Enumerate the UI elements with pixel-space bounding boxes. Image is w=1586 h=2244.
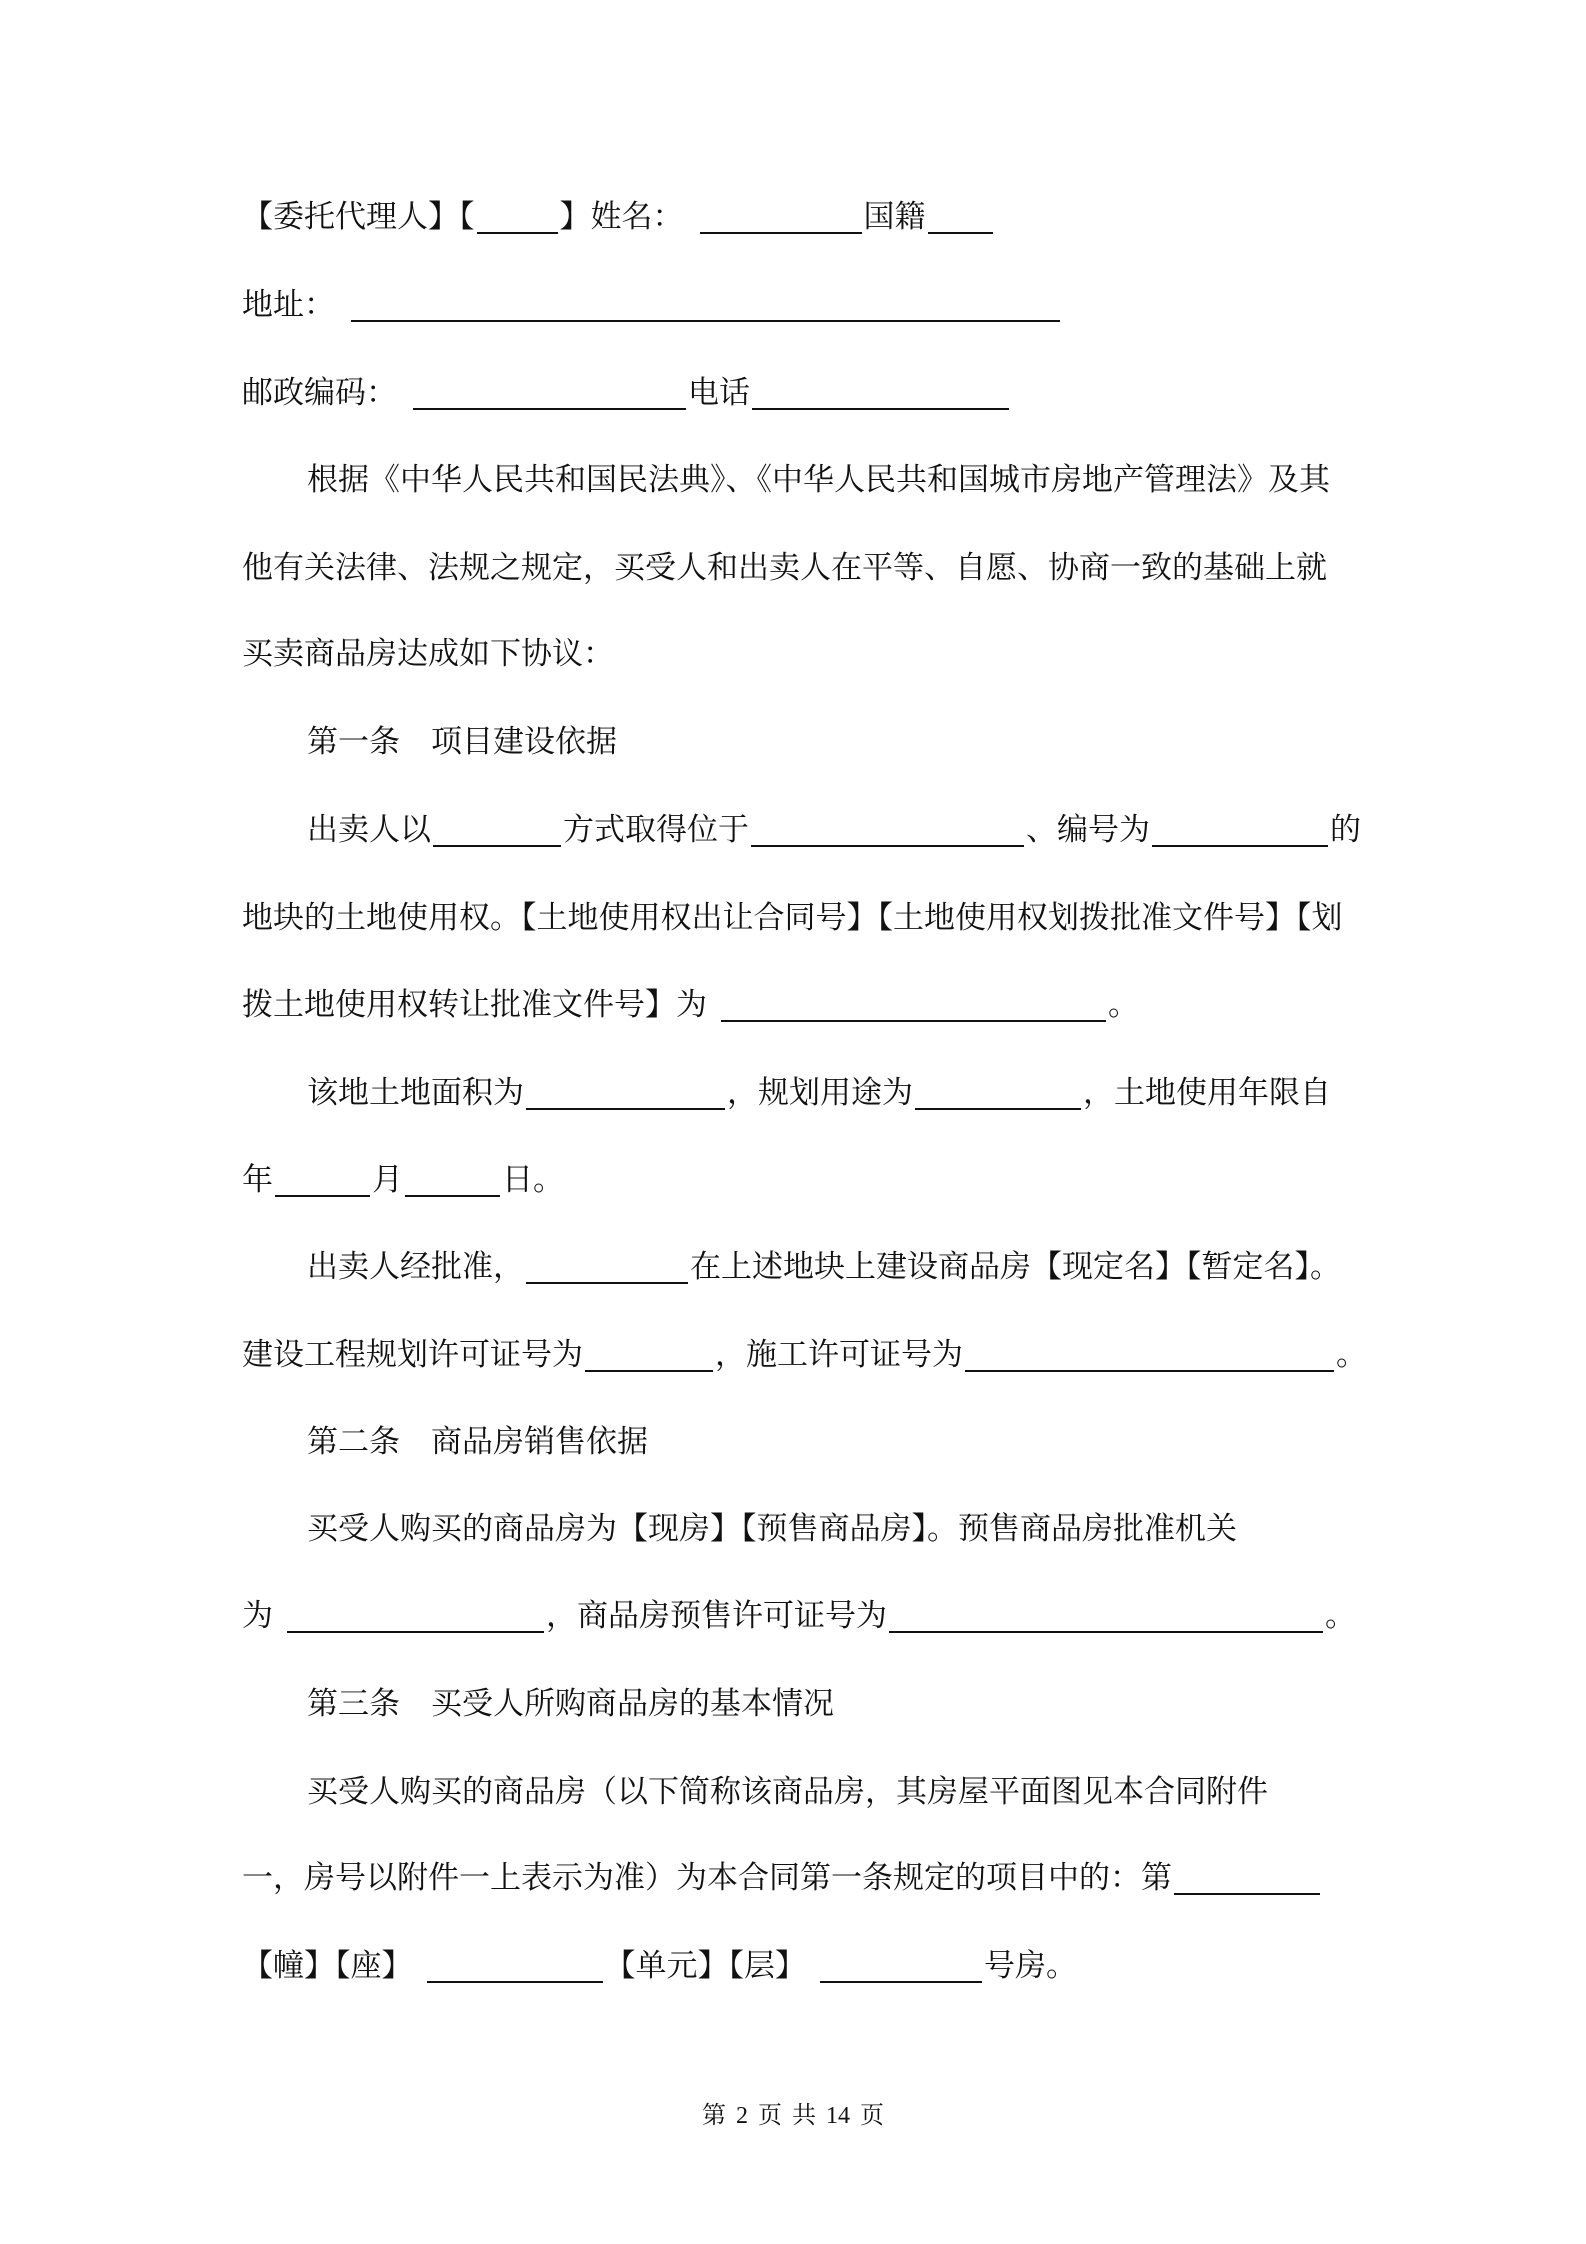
text: 出卖人以 (307, 812, 431, 848)
text: 地址： (242, 287, 335, 323)
text: ，规划用途为 (727, 1075, 913, 1111)
paragraph-line (242, 1593, 1356, 1639)
text: 买卖商品房达成如下协议： (242, 636, 614, 672)
text: 【单元】【层】 (604, 1948, 806, 1984)
paragraph-line (242, 982, 1139, 1028)
text: 。 (1325, 1598, 1356, 1634)
text: 一，房号以附件一上表示为准）为本合同第一条规定的项目中的：第 (242, 1860, 1172, 1896)
paragraph-line (307, 1244, 1341, 1290)
text: 根据《中华人民共和国民法典》、《中华人民共和国城市房地产管理法》及其 (307, 462, 1330, 498)
text: 年 (242, 1162, 273, 1198)
land-area-blank[interactable] (526, 1072, 725, 1110)
paragraph-line (307, 1070, 1331, 1116)
text: 邮政编码： (242, 375, 397, 411)
agent-name-blank[interactable] (700, 196, 862, 234)
text: 地块的土地使用权。【土地使用权出让合同号】【土地使用权划拨批准文件号】【划 (242, 900, 1343, 936)
text: 该地土地面积为 (307, 1075, 524, 1111)
land-use-blank[interactable] (915, 1072, 1081, 1110)
text: 月 (372, 1162, 403, 1198)
page-number: 第 2 页 共 14 页 (702, 2103, 884, 2129)
acquisition-method-blank[interactable] (433, 809, 561, 847)
paragraph-line (242, 895, 1343, 941)
agent-type-blank[interactable] (477, 196, 558, 234)
postcode-phone-line (242, 370, 1011, 416)
text: ，商品房预售许可证号为 (546, 1598, 887, 1634)
text: 。 (1108, 987, 1139, 1023)
paragraph-line (242, 1332, 1367, 1378)
paragraph-line (307, 457, 1330, 503)
text: 他有关法律、法规之规定，买受人和出卖人在平等、自愿、协商一致的基础上就 (242, 550, 1327, 586)
text: 【幢】【座】 (242, 1948, 413, 1984)
text: 日。 (502, 1162, 564, 1198)
presale-permit-blank[interactable] (889, 1595, 1323, 1633)
room-number-blank[interactable] (820, 1945, 982, 1983)
text: 拨土地使用权转让批准文件号】为 (242, 987, 707, 1023)
construction-permit-blank[interactable] (965, 1334, 1334, 1372)
project-name-blank[interactable] (526, 1246, 688, 1284)
unit-blank[interactable] (427, 1945, 603, 1983)
nationality-blank[interactable] (928, 196, 993, 234)
paragraph-line (307, 1506, 1237, 1552)
paragraph-line (242, 631, 614, 677)
text: 。 (1336, 1337, 1367, 1373)
text: 买受人购买的商品房为【现房】【预售商品房】。预售商品房批准机关 (307, 1511, 1237, 1547)
text: 第三条 买受人所购商品房的基本情况 (307, 1686, 834, 1722)
text: 电话 (688, 375, 750, 411)
article-2-heading (307, 1419, 648, 1465)
text: 国籍 (863, 199, 926, 235)
postcode-blank[interactable] (413, 372, 686, 410)
text: 第二条 商品房销售依据 (307, 1424, 648, 1460)
text: 方式取得位于 (563, 812, 749, 848)
agent-name-line (242, 194, 995, 240)
paragraph-line (242, 1855, 1322, 1901)
text: ，土地使用年限自 (1083, 1075, 1331, 1111)
text: 【委托代理人】【 (242, 199, 475, 235)
article-1-heading (307, 719, 617, 765)
building-number-blank[interactable] (1174, 1857, 1320, 1895)
text: 为 (242, 1598, 273, 1634)
paragraph-line (242, 1157, 564, 1203)
location-blank[interactable] (751, 809, 1024, 847)
text: 出卖人经批准， (307, 1249, 524, 1285)
paragraph-line (242, 545, 1327, 591)
text: 的 (1330, 812, 1361, 848)
paragraph-line (307, 807, 1361, 853)
text: 买受人购买的商品房（以下简称该商品房，其房屋平面图见本合同附件 (307, 1774, 1268, 1810)
paragraph-line (242, 1943, 1077, 1989)
address-line (242, 282, 1062, 328)
text: 、编号为 (1026, 812, 1150, 848)
address-blank[interactable] (351, 284, 1060, 322)
planning-permit-blank[interactable] (585, 1334, 713, 1372)
month-blank[interactable] (275, 1159, 370, 1197)
paragraph-line (307, 1769, 1268, 1815)
approval-authority-blank[interactable] (287, 1595, 544, 1633)
text: 第一条 项目建设依据 (307, 724, 617, 760)
document-number-blank[interactable] (721, 984, 1106, 1022)
text: 】姓名： (559, 199, 684, 235)
text: 号房。 (984, 1948, 1077, 1984)
day-blank[interactable] (405, 1159, 500, 1197)
phone-blank[interactable] (752, 372, 1009, 410)
text: 建设工程规划许可证号为 (242, 1337, 583, 1373)
text: 在上述地块上建设商品房【现定名】【暂定名】。 (690, 1249, 1341, 1285)
text: ，施工许可证号为 (715, 1337, 963, 1373)
article-3-heading (307, 1681, 834, 1727)
parcel-number-blank[interactable] (1152, 809, 1328, 847)
